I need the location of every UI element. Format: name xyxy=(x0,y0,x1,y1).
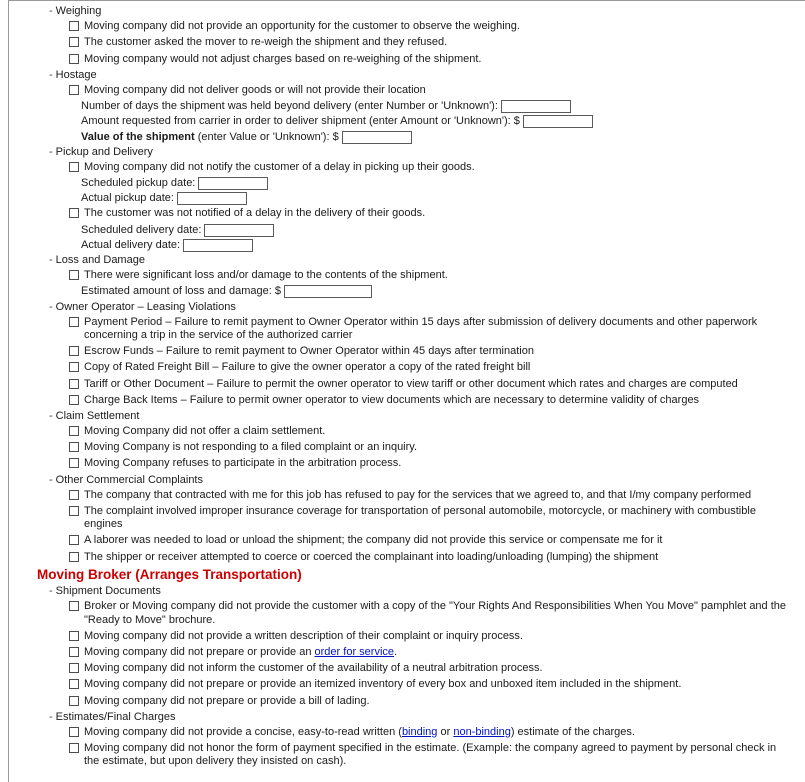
complaint-categories-panel xyxy=(8,0,805,782)
checkbox-row xyxy=(69,378,791,391)
section-label: Weighing xyxy=(55,5,102,17)
complaint-tree xyxy=(9,5,791,769)
checkbox-row xyxy=(69,425,791,438)
section-node xyxy=(49,301,791,314)
cb-pickup-delay-notice[interactable] xyxy=(69,162,79,172)
label-text: Moving company did not inform the customer of the availability of a neutral arbitration process. xyxy=(84,662,543,675)
field-row xyxy=(81,115,791,128)
label-text: There were significant loss and/or damage to the contents of the shipment. xyxy=(84,269,448,282)
cb-reweigh-refused[interactable] xyxy=(69,37,79,47)
collapse-minus-icon[interactable]: - xyxy=(49,585,53,598)
label-text: The company that contracted with me for this job has refused to pay for the services that we agreed to, and that I/my company performed xyxy=(84,488,752,501)
checkbox-row xyxy=(69,161,791,174)
label-text: The shipper or receiver attempted to coerce or coerced the complainant into loading/unloading (lumping) the shipment xyxy=(84,550,659,563)
cb-refuses-arbitration[interactable] xyxy=(69,458,79,468)
checkbox-label xyxy=(84,316,791,342)
section-label: Estimates/Final Charges xyxy=(55,710,176,723)
checkbox-label xyxy=(84,646,791,659)
checkbox-row xyxy=(69,742,791,768)
label-text: Moving Company is not responding to a filed complaint or an inquiry. xyxy=(84,441,418,454)
non-binding-link[interactable]: non-binding xyxy=(453,725,511,738)
checkbox-row xyxy=(69,551,791,564)
label-text: Actual delivery date: xyxy=(81,238,181,251)
checkbox-label xyxy=(84,505,791,531)
checkbox-row xyxy=(69,36,791,49)
cb-rated-freight-bill[interactable] xyxy=(69,362,79,372)
collapse-minus-icon[interactable]: - xyxy=(49,68,53,81)
field-row xyxy=(81,285,791,298)
tree-section xyxy=(9,301,791,407)
checkbox-row xyxy=(69,630,791,643)
collapse-minus-icon[interactable]: - xyxy=(49,145,53,158)
cb-arbitration-availability[interactable] xyxy=(69,663,79,673)
checkbox-label xyxy=(84,425,791,438)
section-node xyxy=(49,5,791,18)
cb-lumping-coercion[interactable] xyxy=(69,552,79,562)
cb-observe-weighing[interactable] xyxy=(69,21,79,31)
cb-rights-pamphlet[interactable] xyxy=(69,601,79,611)
checkbox-label xyxy=(84,457,791,470)
checkbox-label xyxy=(84,378,791,391)
label-text: Estimated amount of loss and damage: $ xyxy=(81,285,281,298)
cb-payment-form-not-honored[interactable] xyxy=(69,743,79,753)
cb-improper-insurance[interactable] xyxy=(69,506,79,516)
collapse-minus-icon[interactable]: - xyxy=(49,5,53,17)
checkbox-row xyxy=(69,345,791,358)
tree-section xyxy=(9,585,791,708)
section-label: Other Commercial Complaints xyxy=(55,473,203,486)
checkbox-row xyxy=(69,678,791,691)
collapse-minus-icon[interactable]: - xyxy=(49,409,53,422)
scheduled-delivery-date-input[interactable] xyxy=(204,224,274,237)
label-text: Scheduled pickup date: xyxy=(81,177,196,190)
checkbox-label xyxy=(84,534,791,547)
label-text: Charge Back Items – Failure to permit owner operator to view documents which are necessary to determine validity of charges xyxy=(84,393,700,406)
label-text: ) estimate of the charges. xyxy=(510,725,635,738)
label-text: Moving company did not prepare or provide an xyxy=(84,646,315,659)
cb-goods-not-delivered[interactable] xyxy=(69,85,79,95)
checkbox-label xyxy=(84,630,791,643)
actual-pickup-date-input[interactable] xyxy=(177,192,247,205)
cb-written-estimate[interactable] xyxy=(69,727,79,737)
cb-no-claim-settlement[interactable] xyxy=(69,426,79,436)
checkbox-row xyxy=(69,726,791,739)
tree-section xyxy=(9,5,791,66)
tree-section xyxy=(9,711,791,769)
label-text: The customer was not notified of a delay in the delivery of their goods. xyxy=(84,207,426,220)
checkbox-row xyxy=(69,534,791,547)
shipment-value-input[interactable] xyxy=(342,131,412,144)
label-text: Moving company did not honor the form of payment specified in the estimate. (Example: the company agreed to payment by personal check in the estimate, but upon delivery they insisted on cash). xyxy=(84,742,777,768)
checkbox-label xyxy=(84,441,791,454)
cb-delivery-delay-notice[interactable] xyxy=(69,208,79,218)
field-row xyxy=(81,224,791,237)
checkbox-row xyxy=(69,207,791,220)
checkbox-row xyxy=(69,695,791,708)
checkbox-row xyxy=(69,53,791,66)
field-label xyxy=(81,224,201,237)
checkbox-row xyxy=(69,20,791,33)
tree-section xyxy=(9,474,791,564)
field-label xyxy=(81,239,180,252)
binding-link[interactable]: binding xyxy=(401,725,438,738)
tree-section xyxy=(9,69,791,144)
field-row xyxy=(81,192,791,205)
section-label: Hostage xyxy=(55,68,97,81)
checkbox-label xyxy=(84,695,791,708)
checkbox-row xyxy=(69,489,791,502)
cb-escrow-funds[interactable] xyxy=(69,346,79,356)
field-label xyxy=(81,192,174,205)
checkbox-label xyxy=(84,36,791,49)
label-text: Moving Company did not offer a claim settlement. xyxy=(84,425,326,438)
checkbox-label xyxy=(84,20,791,33)
checkbox-label xyxy=(84,726,791,739)
cb-not-responding[interactable] xyxy=(69,442,79,452)
label-text: Moving company did not deliver goods or will not provide their location xyxy=(84,83,426,96)
label-text: Scheduled delivery date: xyxy=(81,223,202,236)
field-row xyxy=(81,131,791,144)
label-text: Broker or Moving company did not provide the customer with a copy of the "Your Rights And Responsibilities When You Move" pamphlet and the "Ready to Move" brochure. xyxy=(84,600,787,626)
cb-refused-to-pay[interactable] xyxy=(69,490,79,500)
label-text: or xyxy=(437,725,454,738)
checkbox-row xyxy=(69,505,791,531)
cb-loss-damage[interactable] xyxy=(69,270,79,280)
label-text-bold: Value of the shipment xyxy=(81,130,195,143)
field-label xyxy=(81,115,520,128)
label-text: A laborer was needed to load or unload the shipment; the company did not provide this service or compensate me for it xyxy=(84,534,663,547)
label-text: (enter Value or 'Unknown'): $ xyxy=(194,130,339,143)
label-text: Copy of Rated Freight Bill – Failure to give the owner operator a copy of the rated freight bill xyxy=(84,361,531,374)
collapse-minus-icon[interactable]: - xyxy=(49,710,53,723)
broker-section-heading: Moving Broker (Arranges Transportation) xyxy=(37,566,302,582)
field-label xyxy=(81,177,195,190)
checkbox-row xyxy=(69,646,791,659)
label-text: Moving Company refuses to participate in the arbitration process. xyxy=(84,457,402,470)
tree-section xyxy=(9,410,791,471)
label-text: Moving company did not provide a written description of their complaint or inquiry process. xyxy=(84,629,523,642)
checkbox-label xyxy=(84,161,791,174)
scheduled-pickup-date-input[interactable] xyxy=(198,177,268,190)
section-node xyxy=(49,711,791,724)
label-text: Moving company did not notify the customer of a delay in picking up their goods. xyxy=(84,160,475,173)
tree-section xyxy=(9,146,791,252)
checkbox-row xyxy=(69,361,791,374)
checkbox-label xyxy=(84,662,791,675)
days-held-input[interactable] xyxy=(501,100,571,113)
checkbox-label xyxy=(84,600,791,626)
section-node xyxy=(49,474,791,487)
section-label: Pickup and Delivery xyxy=(55,145,153,158)
label-text: Tariff or Other Document – Failure to permit the owner operator to view tariff or other document which rates and charges are computed xyxy=(84,377,738,390)
label-text: Number of days the shipment was held beyond delivery (enter Number or 'Unknown'): xyxy=(81,100,498,113)
section-label: Shipment Documents xyxy=(55,585,161,598)
label-text: . xyxy=(394,646,398,659)
cb-written-complaint-process[interactable] xyxy=(69,631,79,641)
label-text: The customer asked the mover to re-weigh the shipment and they refused. xyxy=(84,36,448,49)
cb-charge-back-items[interactable] xyxy=(69,395,79,405)
section-label: Claim Settlement xyxy=(55,409,140,422)
section-node xyxy=(49,69,791,82)
section-label: Loss and Damage xyxy=(55,254,145,266)
label-text: Escrow Funds – Failure to remit payment to Owner Operator within 45 days after termination xyxy=(84,345,534,358)
label-text: Moving company would not adjust charges based on re-weighing of the shipment. xyxy=(84,52,482,65)
section-node xyxy=(49,254,791,267)
cb-no-charge-adjustment[interactable] xyxy=(69,54,79,64)
checkbox-row xyxy=(69,394,791,407)
order-for-service-link[interactable]: order for service xyxy=(314,646,395,659)
field-row xyxy=(81,177,791,190)
actual-delivery-date-input[interactable] xyxy=(183,239,253,252)
checkbox-row xyxy=(69,600,791,626)
checkbox-label xyxy=(84,394,791,407)
checkbox-label xyxy=(84,551,791,564)
checkbox-label xyxy=(84,361,791,374)
checkbox-label xyxy=(84,269,791,282)
field-label xyxy=(81,285,281,298)
label-text: Payment Period – Failure to remit payment to Owner Operator within 15 days after submission of delivery documents and other paperwork concerning a trip in the service of the authorized carrier xyxy=(84,315,758,341)
field-label xyxy=(81,100,498,113)
checkbox-label xyxy=(84,345,791,358)
checkbox-label xyxy=(84,742,791,768)
collapse-minus-icon[interactable]: - xyxy=(49,254,53,266)
checkbox-row xyxy=(69,316,791,342)
cb-order-for-service[interactable] xyxy=(69,647,79,657)
checkbox-label xyxy=(84,53,791,66)
checkbox-label xyxy=(84,207,791,220)
checkbox-row xyxy=(69,84,791,97)
label-text: Moving company did not prepare or provide an itemized inventory of every box and unboxed item included in the shipment. xyxy=(84,678,682,691)
checkbox-row xyxy=(69,457,791,470)
section-node xyxy=(49,585,791,598)
checkbox-label xyxy=(84,678,791,691)
cb-payment-period[interactable] xyxy=(69,317,79,327)
checkbox-label xyxy=(84,489,791,502)
checkbox-row xyxy=(69,662,791,675)
cb-itemized-inventory[interactable] xyxy=(69,679,79,689)
section-node xyxy=(49,410,791,423)
field-label xyxy=(81,131,339,144)
section-label: Owner Operator – Leasing Violations xyxy=(55,300,236,313)
cb-bill-of-lading[interactable] xyxy=(69,696,79,706)
label-text: Moving company did not provide an opportunity for the customer to observe the weighing. xyxy=(84,20,520,33)
tree-section xyxy=(9,254,791,299)
field-row xyxy=(81,239,791,252)
label-text: Moving company did not prepare or provide a bill of lading. xyxy=(84,694,370,707)
label-text: Actual pickup date: xyxy=(81,192,174,205)
checkbox-label xyxy=(84,84,791,97)
cb-laborer-needed[interactable] xyxy=(69,535,79,545)
collapse-minus-icon[interactable]: - xyxy=(49,473,53,486)
cb-tariff-document[interactable] xyxy=(69,379,79,389)
checkbox-row xyxy=(69,441,791,454)
loss-damage-amount-input[interactable] xyxy=(284,285,372,298)
collapse-minus-icon[interactable]: - xyxy=(49,300,53,313)
checkbox-row xyxy=(69,269,791,282)
field-row xyxy=(81,100,791,113)
label-text: Moving company did not provide a concise, easy-to-read written ( xyxy=(84,725,402,738)
section-node xyxy=(49,146,791,159)
amount-requested-input[interactable] xyxy=(523,115,593,128)
label-text: Amount requested from carrier in order to deliver shipment (enter Amount or 'Unknown'): $ xyxy=(81,115,520,128)
label-text: The complaint involved improper insurance coverage for transportation of personal automobile, motorcycle, or machinery with combustible engines xyxy=(84,505,756,531)
